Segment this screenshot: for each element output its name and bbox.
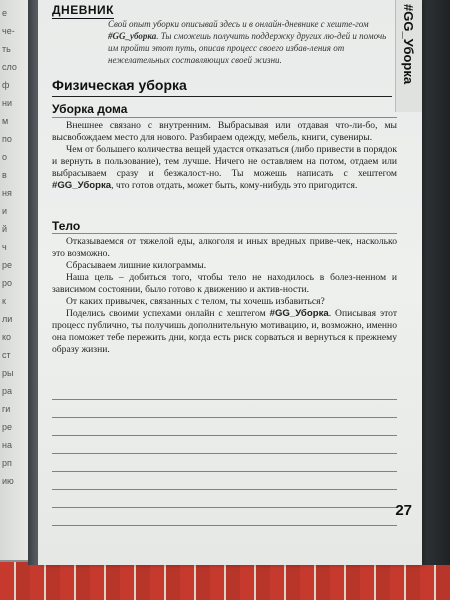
subsection-title-body: Тело [52,219,81,233]
side-tab [395,0,422,112]
left-page-edge [0,0,29,560]
writing-line[interactable] [52,400,397,418]
home-text [52,120,397,192]
writing-line[interactable] [52,454,397,472]
left-page-fragment: ть [2,44,11,54]
section-divider [52,96,392,97]
paragraph: Отказываемся от тяжелой еды, алкоголя и иных вредных приве-чек, насколько это возможно. [52,236,397,259]
hashtag: #GG_Уборка [269,308,329,319]
left-page-fragment: м [2,116,9,126]
left-page-fragment: ра [2,386,13,396]
paragraph: От каких привычек, связанных с телом, ты хочешь избавиться? [66,296,325,307]
page-number: 27 [395,502,412,519]
left-page-fragment: й [2,224,8,234]
left-page-fragment: к [2,296,6,306]
subsection-title-home: Уборка дома [52,102,128,116]
left-page-fragment: рп [2,458,12,468]
book-page [38,0,422,565]
left-page-fragment: ли [2,314,13,324]
side-tab-hashtag: #GG_Уборка [401,4,416,85]
subsection-divider [52,233,397,234]
section-title: Физическая уборка [52,77,187,93]
left-page-fragment: сло [2,62,17,72]
left-page-fragment: на [2,440,12,450]
writing-lines [52,382,397,526]
book-cover-edge [422,0,450,565]
body-text [52,236,397,356]
diary-label: ДНЕВНИК [52,3,114,17]
paragraph: Наша цель – добиться того, чтобы тело не находилось в болез-ненном и зависимом состоянии, было готово к движению и актив-ности. [52,272,397,295]
paragraph: Чем от большего количества вещей удастся отказаться (либо привести в порядок и вернуть в пользование), тем лучше. Ничего не оставляем на потом, отдаем или выбрасываем сразу и безжалост-но. Ты можешь написать с хештегом #GG_Уборка, что готов отдать, может быть, кому-нибудь это пригодится. [52,144,397,191]
writing-line[interactable] [52,418,397,436]
paragraph: Сбрасываем лишние килограммы. [66,260,207,271]
left-page-fragment: ч [2,242,7,252]
book-spine [28,0,38,565]
left-page-fragment: ре [2,422,13,432]
hashtag: #GG_уборка [108,31,157,41]
left-page-fragment: и [2,206,8,216]
left-page-fragment: ни [2,98,12,108]
left-page-fragment: ко [2,332,12,342]
paragraph: Поделись своими успехами онлайн с хештегом #GG_Уборка. Описывая этот процесс публично, ты получишь дополнительную мотивацию, и, возможно, именно она поможет тебе пережить дни, когда есть риск сорваться и вернуться к прежнему образу жизни. [52,308,398,355]
writing-line[interactable] [52,490,397,508]
left-page-fragment: ры [2,368,14,378]
left-page-fragment: ро [2,278,13,288]
left-page-fragment: по [2,134,12,144]
left-page-fragment: в [2,170,7,180]
left-page-fragment: ня [2,188,12,198]
hashtag: #GG_Уборка [52,180,112,191]
writing-line[interactable] [52,508,397,526]
subsection-divider [52,117,397,118]
tablecloth [0,562,450,600]
left-page-fragment: ре [2,260,13,270]
diary-intro: Свой опыт уборки описывай здесь и в онлайн-дневнике с хеште-гом #GG_уборка. Ты сможешь получить поддержку других лю-дей и помочь им пройти этот путь, описав процесс своего избав-ления от нежелательных составляющих своей жизни. [108,19,387,65]
left-page-fragment: ст [2,350,11,360]
left-page-fragment: е [2,8,8,18]
writing-line[interactable] [52,382,397,400]
writing-line[interactable] [52,436,397,454]
left-page-fragment: ию [2,476,14,486]
left-page-fragment: ги [2,404,11,414]
writing-line[interactable] [52,472,397,490]
left-page-fragment: че- [2,26,15,36]
left-page-fragment: о [2,152,8,162]
paragraph: Внешнее связано с внутренним. Выбрасывая или отдавая что-ли-бо, мы высвобождаем место для нового. Разбираем одежду, мебель, книги, сувениры. [52,120,397,143]
left-page-fragment: ф [2,80,10,90]
